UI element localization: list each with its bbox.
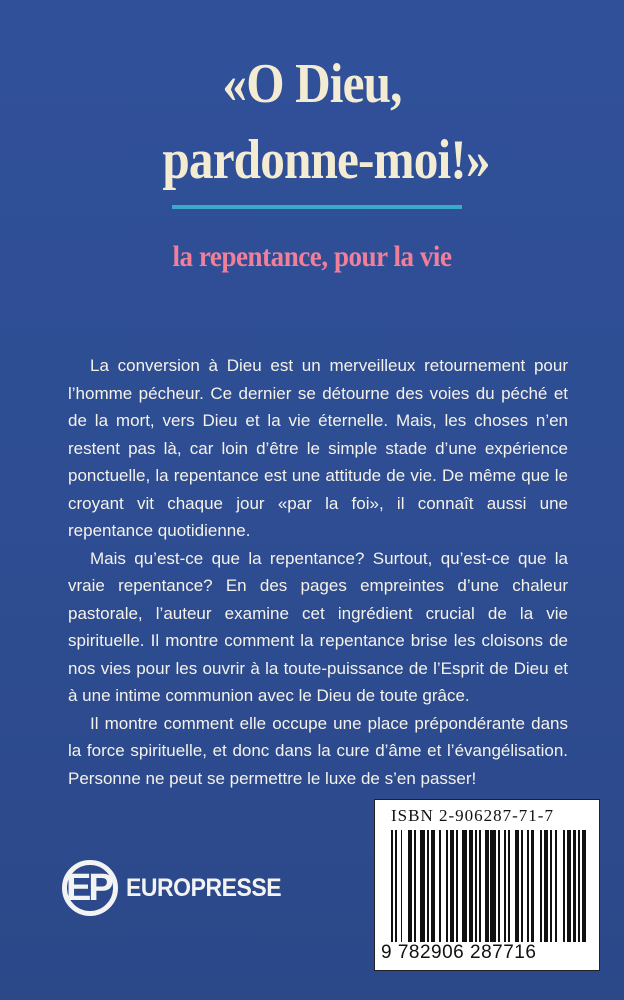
description-paragraph: La conversion à Dieu est un merveilleux retournement pour l’homme pécheur. Ce dernier se détourne des voies du péché et de la mort, vers Dieu et la vie éternelle. Mais, les choses n’en restent pas là, car loin d’être le simple stade d’une expérience ponctuelle, la repentance est une attitude de vie. De même que le croyant vit chaque jour «par la foi», il connaît aussi une repentance quotidienne. [68, 356, 568, 540]
book-title-line-2: pardonne-moi!» [162, 129, 490, 191]
logo-letters: EP [66, 867, 111, 909]
description-paragraph: Il montre comment elle occupe une place prépondérante dans la force spirituelle, et donc dans la cure d’âme et l’évangélisation. Personne ne peut se permettre le luxe de s’en passer! [68, 713, 568, 788]
publisher-logo [62, 860, 322, 920]
book-subtitle: la repentance, pour la vie [172, 240, 452, 273]
isbn-label: ISBN 2-906287-71-7 [391, 806, 554, 825]
book-title-line-1: «O Dieu, [222, 53, 402, 115]
title-underline [172, 205, 462, 209]
publisher-name: EUROPRESSE [126, 874, 282, 902]
ean-number: 9 782906 287716 [381, 942, 537, 963]
description-text [68, 352, 568, 792]
barcode-icon [391, 830, 587, 942]
barcode-panel [374, 799, 600, 971]
description-paragraph: Mais qu’est-ce que la repentance? Surtout, qu’est-ce que la vraie repentance? En des pages empreintes d’une chaleur pastorale, l’auteur examine cet ingrédient crucial de la vie spirituelle. Il montre comment la repentance brise les cloisons de nos vies pour les ouvrir à la toute-puissance de l’Esprit de Dieu et à une intime communion avec le Dieu de toute grâce. [68, 548, 568, 705]
